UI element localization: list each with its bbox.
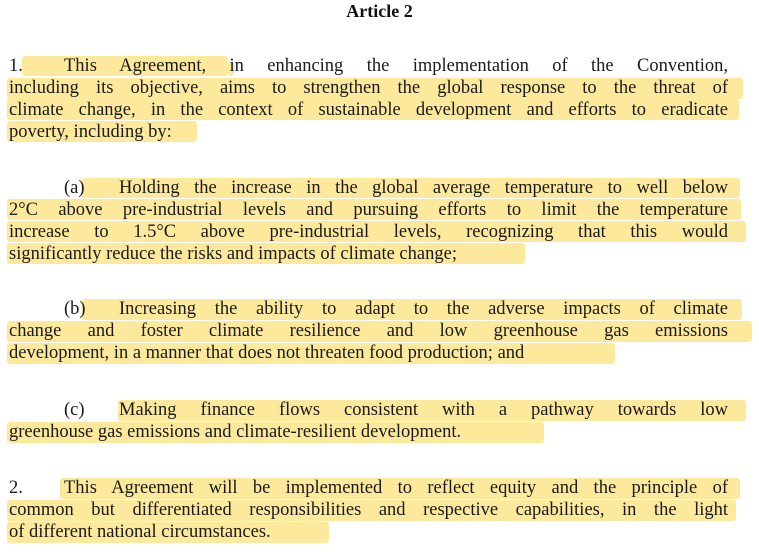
paragraph-1-line: climate change, in the context of sustainable development and efforts to eradicate	[9, 100, 728, 120]
item-b-label: (b)	[64, 299, 86, 319]
article-title: Article 2	[346, 1, 413, 21]
paragraph-2-number: 2.	[9, 478, 23, 498]
paragraph-1-line: This Agreement, in enhancing the implementation of the Convention,	[64, 56, 728, 76]
item-a-line: significantly reduce the risks and impacts of climate change;	[9, 244, 457, 264]
paragraph-2-line: This Agreement will be implemented to reflect equity and the principle of	[64, 478, 728, 498]
paragraph-1-line: including its objective, aims to strengthen the global response to the threat of	[9, 78, 728, 98]
paragraph-1-line: poverty, including by:	[9, 122, 172, 142]
paragraph-2-line: of different national circumstances.	[9, 522, 271, 542]
paragraph-1-number: 1.	[9, 56, 23, 76]
item-a-label: (a)	[64, 178, 85, 198]
item-b-line: Increasing the ability to adapt to the adverse impacts of climate	[119, 299, 728, 319]
item-c-line: greenhouse gas emissions and climate-resilient development.	[9, 422, 462, 442]
item-c-line: Making finance flows consistent with a pathway towards low	[119, 400, 728, 420]
item-b-line: change and foster climate resilience and low greenhouse gas emissions	[9, 321, 728, 341]
paragraph-2-line: common but differentiated responsibilities and respective capabilities, in the light	[9, 500, 728, 520]
item-a-line: 2°C above pre-industrial levels and pursuing efforts to limit the temperature	[9, 200, 728, 220]
item-a-line: Holding the increase in the global average temperature to well below	[119, 178, 728, 198]
item-b-line: development, in a manner that does not threaten food production; and	[9, 343, 525, 363]
item-a-line: increase to 1.5°C above pre-industrial levels, recognizing that this would	[9, 222, 728, 242]
item-c-label: (c)	[64, 400, 85, 420]
